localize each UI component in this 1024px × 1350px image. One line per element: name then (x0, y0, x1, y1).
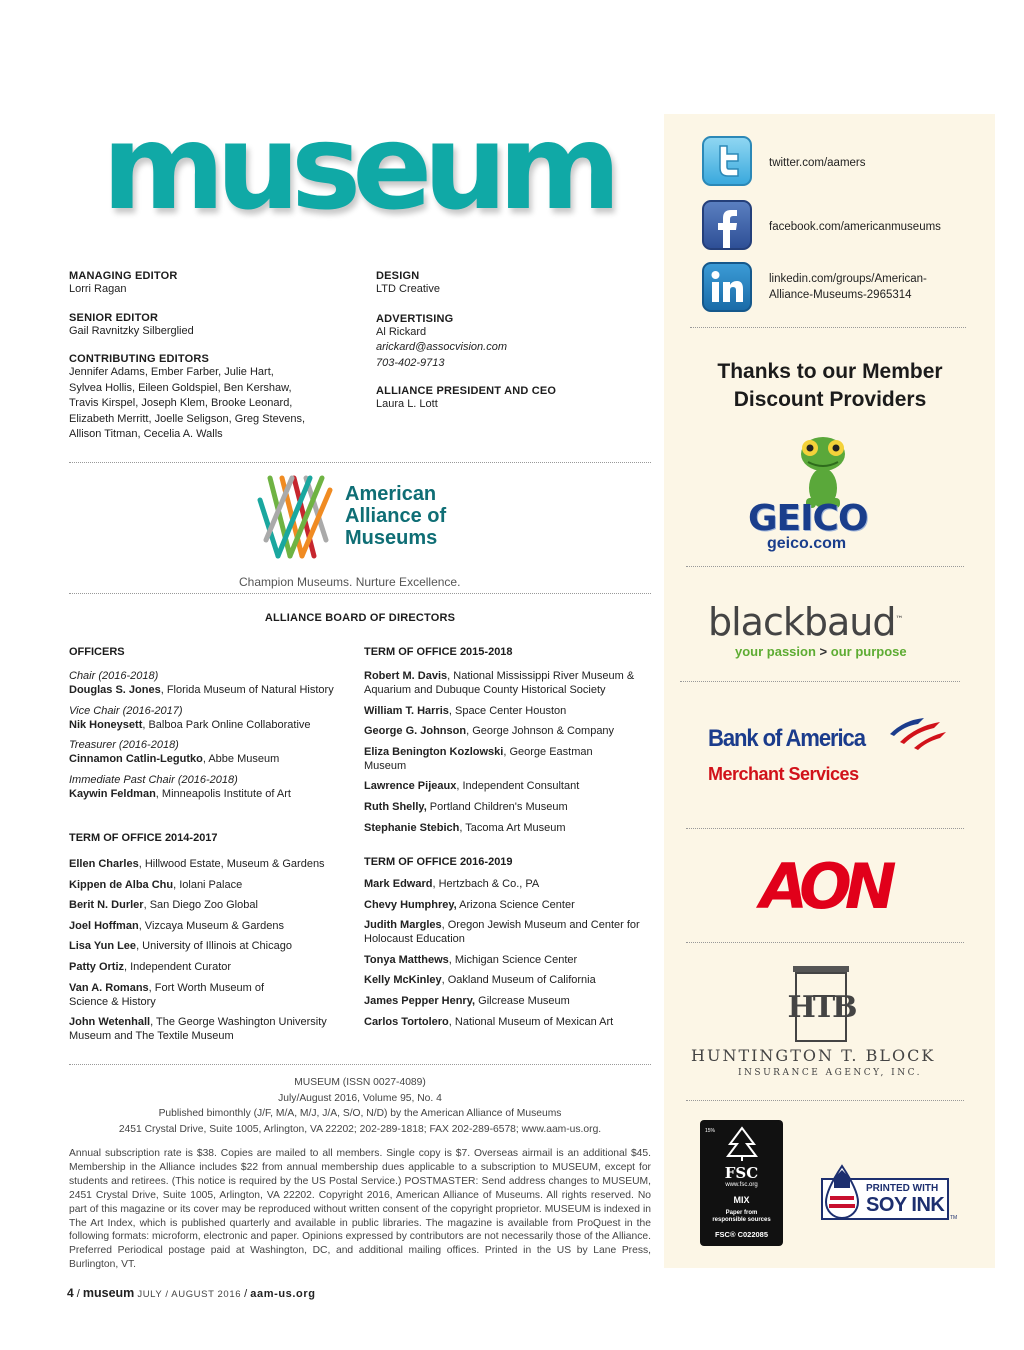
blackbaud-logo (708, 600, 902, 644)
publication-line: 2451 Crystal Drive, Suite 1005, Arlington, VA 22202; 202-289-1818; FAX 202-289-6578; www.aam-us.org. (118, 1123, 602, 1135)
member-name: Tonya Matthews (364, 953, 449, 966)
member-org: , Michigan Science Center (448, 953, 578, 966)
member-name: Van A. Romans (69, 981, 149, 994)
officer-title: Vice Chair (2016-2017) (69, 704, 183, 717)
member-org: Portland Children's Museum (426, 800, 568, 813)
publication-line: MUSEUM (ISSN 0027-4089) (294, 1077, 426, 1088)
board-entry (69, 960, 349, 974)
masthead-logo: museum (102, 98, 613, 236)
staff-role: SENIOR EDITOR (69, 311, 159, 324)
staff-role: CONTRIBUTING EDITORS (69, 353, 210, 365)
staff-name: Sylvea Hollis, Eileen Goldspiel, Ben Kershaw, (69, 381, 292, 394)
linkedin-icon[interactable] (702, 262, 752, 312)
board-entry (69, 939, 349, 953)
facebook-icon[interactable] (702, 200, 752, 250)
staff-role: MANAGING EDITOR (69, 270, 178, 282)
board-entry (69, 1015, 349, 1043)
member-org: , University of Illinois at Chicago (136, 940, 292, 953)
staff-right (376, 270, 636, 413)
fsc-mix: MIX (733, 1195, 750, 1205)
ceo-name: Laura L. Lott (376, 398, 438, 410)
board-entry (69, 898, 349, 912)
member-org: , National Mississippi River Museum & Aquarium and Dubuque County Historical Society (364, 670, 635, 696)
board-entry (69, 919, 349, 933)
board-entry (364, 779, 644, 793)
footer-separator: / (76, 1288, 80, 1300)
page-number: 4 (67, 1286, 74, 1300)
board-entry (364, 918, 644, 946)
board-entry (364, 898, 644, 912)
footer-issue: JULY / AUGUST 2016 (137, 1289, 242, 1300)
staff-name: Lorri Ragan (69, 283, 127, 295)
blackbaud-tagline (735, 644, 907, 659)
divider (69, 593, 651, 594)
boa-merchant-services: Merchant Services (708, 764, 859, 784)
staff-left (69, 270, 349, 443)
divider (69, 1064, 651, 1065)
aam-logo-line: American (345, 483, 437, 505)
member-name: Judith Margles (364, 919, 442, 932)
fsc-paper-line: responsible sources (712, 1217, 771, 1223)
member-org: , Tacoma Art Museum (459, 821, 566, 834)
divider (69, 462, 651, 463)
board-entry (364, 724, 644, 738)
member-name: Ellen Charles (69, 858, 139, 870)
member-name: Joel Hoffman (69, 919, 139, 932)
divider (686, 566, 964, 567)
term-2015-section (364, 645, 644, 841)
officer-org: , Balboa Park Online Collaborative (142, 718, 311, 731)
aam-logo-text (345, 483, 446, 549)
soy-ink-tm: TM (950, 1215, 958, 1221)
member-org: , Hillwood Estate, Museum & Gardens (138, 858, 325, 870)
member-org: , Hertzbach & Co., PA (432, 878, 540, 890)
boa-flag-icon (886, 716, 948, 752)
footer-url: aam-us.org (250, 1288, 316, 1300)
blackbaud-tagline-part: our purpose (830, 644, 907, 659)
officer-name: Nik Honeysett (69, 718, 143, 731)
member-org: , Independent Consultant (456, 780, 580, 793)
board-entry (69, 857, 349, 871)
member-org: , Oakland Museum of California (441, 974, 596, 987)
advertising-phone: 703-402-9713 (376, 356, 445, 369)
member-name: Lisa Yun Lee (69, 940, 137, 953)
member-name: James Pepper Henry, (364, 994, 476, 1007)
member-name: Mark Edward (364, 878, 433, 890)
publication-line: Published bimonthly (J/F, M/A, M/J, J/A, S/O, N/D) by the American Alliance of Museums (158, 1108, 562, 1119)
member-org: , Independent Curator (124, 960, 232, 973)
sidebar-heading-line: Thanks to our Member (717, 360, 943, 383)
officer-name: Kaywin Feldman (69, 787, 156, 800)
board-entry (364, 994, 644, 1008)
staff-name: Jennifer Adams, Ember Farber, Julie Hart, (69, 366, 274, 378)
member-org: Arizona Science Center (456, 898, 575, 911)
member-org: , Oregon Jewish Museum and Center for Holocaust Education (364, 919, 640, 946)
term-heading: TERM OF OFFICE 2014-2017 (69, 832, 218, 844)
officer-title: Treasurer (2016-2018) (69, 739, 179, 752)
htb-agency: INSURANCE AGENCY, INC. (738, 1068, 923, 1078)
member-name: Lawrence Pijeaux (364, 780, 457, 793)
soy-ink-drop-icon (822, 1164, 862, 1220)
member-name: Patty Ortiz (69, 960, 125, 973)
member-org: , George Eastman Museum (364, 745, 593, 772)
board-entry (364, 821, 644, 835)
member-name: Berit N. Durler (69, 899, 144, 912)
fsc-paper (700, 1210, 783, 1224)
boa-logo: Bank of America (708, 725, 865, 752)
staff-name: Allison Titman, Cecelia A. Walls (69, 428, 223, 440)
term-2014-section (69, 831, 349, 1050)
fsc-code: FSC® C022085 (714, 1230, 769, 1239)
member-name: Kelly McKinley (364, 974, 442, 987)
htb-name: HUNTINGTON T. BLOCK (691, 1046, 936, 1065)
sidebar-heading (690, 358, 970, 414)
board-entry (69, 981, 284, 1009)
linkedin-link-line: Alliance-Museums-2965314 (769, 289, 912, 301)
blackbaud-tagline-part: your passion (735, 644, 816, 659)
member-name: Eliza Benington Kozlowski (364, 745, 504, 758)
board-entry (364, 669, 644, 697)
fsc-badge (700, 1120, 783, 1246)
publication-line: July/August 2016, Volume 95, No. 4 (278, 1092, 442, 1104)
fsc-url: www.fsc.org (725, 1182, 758, 1188)
member-org: , San Diego Zoo Global (143, 899, 258, 912)
member-org: , Fort Worth Museum of Science & History (69, 981, 264, 1008)
board-entry (364, 704, 644, 718)
htb-monogram: HTB (795, 972, 847, 1042)
divider (686, 828, 964, 829)
board-entry (364, 800, 644, 814)
soy-ink-printed: PRINTED WITH (866, 1183, 939, 1194)
twitter-link[interactable]: twitter.com/aamers (769, 157, 866, 169)
member-name: William T. Harris (364, 704, 449, 717)
fsc-text: FSC (724, 1164, 759, 1182)
officer-entry (69, 773, 354, 801)
staff-name: Gail Ravnitzky Silberglied (69, 324, 194, 337)
board-entry (69, 878, 349, 892)
divider (680, 681, 960, 682)
blackbaud-tm: ™ (895, 614, 903, 624)
fine-print: Annual subscription rate is $38. Copies are mailed to all members. Single copy is $7. Overseas airmail is an additional $45. Membership in the Alliance includes $22 from annual membership dues applicable to a subscription to MUSEUM, except for students and retirees. (This notice is required by the US Postal Service.) POSTMASTER: Send address changes to MUSEUM, 2451 Crystal Drive, Suite 1005, Arlington, VA 22202. Copyright 2016, American Alliance of Museums. All rights reserved. No part of this magazine or its cover may be reproduced without written consent of the copyright proprietor. MUSEUM is indexed in The Art Index, which is published quarterly and available in public libraries. The magazine is available from ProQuest in the following formats: microform, electronic and paper. Opinions expressed by contributors are not necessarily those of the Alliance. Preferred Periodical postage paid at Washington, DC, and additional mailing offices. Printed in the US by Lane Press, Burlington, VT. (69, 1148, 651, 1271)
fsc-paper-line: Paper from (725, 1210, 758, 1216)
officers-section (69, 645, 354, 807)
officer-org: , Abbe Museum (202, 753, 280, 766)
sidebar-heading-line: Discount Providers (733, 388, 927, 411)
divider (686, 1100, 964, 1101)
officer-org: , Florida Museum of Natural History (160, 684, 334, 696)
officers-heading: OFFICERS (69, 646, 125, 658)
board-entry (364, 973, 644, 987)
officer-entry (69, 704, 354, 732)
linkedin-link[interactable] (769, 271, 927, 303)
aon-logo: AON (760, 850, 890, 923)
blackbaud-arrow: > (819, 644, 828, 659)
member-org: , Vizcaya Museum & Gardens (138, 919, 284, 932)
advertising-email: arickard@assocvision.com (376, 341, 507, 353)
advertising-role: ADVERTISING (376, 312, 454, 325)
page-footer (67, 1286, 316, 1300)
member-org: Gilcrease Museum (475, 994, 570, 1007)
board-entry (364, 953, 644, 967)
officer-entry (69, 669, 354, 697)
officer-org: , Minneapolis Institute of Art (155, 787, 291, 800)
board-entry (364, 1015, 644, 1029)
officer-name: Cinnamon Catlin-Legutko (69, 753, 203, 766)
facebook-link[interactable]: facebook.com/americanmuseums (769, 221, 941, 233)
member-org: , Iolani Palace (173, 878, 243, 891)
design-role: DESIGN (376, 270, 420, 282)
fsc-tree-icon (722, 1126, 762, 1162)
board-entry (364, 745, 614, 773)
advertising-name: Al Rickard (376, 325, 427, 338)
blackbaud-wordmark: blackbaud (708, 600, 896, 644)
staff-name: Travis Kirspel, Joseph Klem, Brooke Leonard, (69, 397, 293, 409)
officer-title: Chair (2016-2018) (69, 670, 159, 682)
board-entry (364, 877, 644, 891)
officer-title: Immediate Past Chair (2016-2018) (69, 773, 238, 786)
member-org: , Space Center Houston (448, 704, 567, 717)
geico-logo: GEICO (748, 498, 868, 539)
member-name: Ruth Shelly, (364, 800, 427, 813)
member-name: Chevy Humphrey, (364, 898, 457, 911)
footer-magazine: museum (82, 1286, 135, 1300)
twitter-icon[interactable] (702, 136, 752, 186)
design-name: LTD Creative (376, 283, 440, 295)
aam-logo-mark-icon (256, 470, 336, 560)
member-name: Robert M. Davis (364, 670, 448, 682)
divider (690, 327, 966, 328)
member-name: George G. Johnson (364, 725, 467, 738)
staff-name: Elizabeth Merritt, Joelle Seligson, Greg Stevens, (69, 412, 306, 425)
aam-logo-line: Alliance of (345, 505, 447, 527)
term-heading: TERM OF OFFICE 2015-2018 (364, 646, 513, 658)
fsc-percent: 15% (705, 1128, 716, 1134)
term-heading: TERM OF OFFICE 2016-2019 (364, 856, 513, 868)
term-2016-section (364, 855, 644, 1035)
board-title: ALLIANCE BOARD OF DIRECTORS (264, 612, 456, 624)
aam-logo-line: Museums (345, 527, 438, 549)
divider (686, 942, 964, 943)
member-org: , National Museum of Mexican Art (448, 1015, 614, 1028)
officer-name: Douglas S. Jones (69, 684, 161, 696)
member-org: , George Johnson & Company (466, 725, 615, 738)
ceo-role: ALLIANCE PRESIDENT AND CEO (376, 385, 557, 397)
aam-tagline: Champion Museums. Nurture Excellence. (239, 575, 461, 589)
member-name: Stephanie Stebich (364, 821, 460, 834)
linkedin-link-line: linkedin.com/groups/American- (769, 273, 927, 285)
member-name: Kippen de Alba Chu (69, 878, 174, 891)
officer-entry (69, 738, 354, 766)
geico-url: geico.com (767, 535, 847, 552)
member-name: John Wetenhall (69, 1016, 151, 1029)
publication-info (69, 1075, 651, 1137)
soy-ink-text: SOY INK (866, 1194, 945, 1216)
member-org: , The George Washington University Museum and The Textile Museum (69, 1016, 327, 1043)
member-name: Carlos Tortolero (364, 1015, 449, 1028)
footer-separator: / (244, 1288, 248, 1300)
